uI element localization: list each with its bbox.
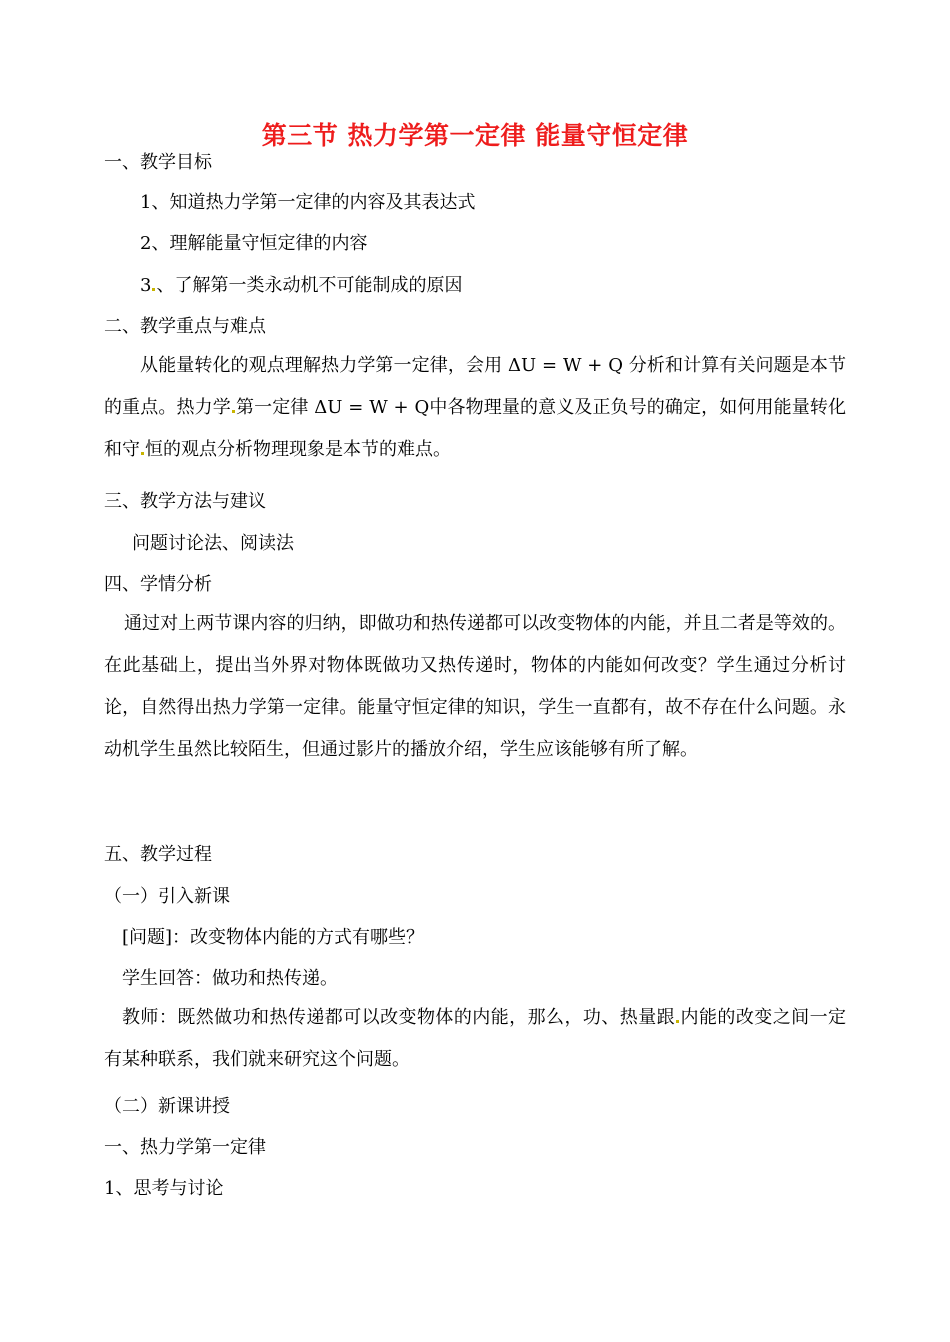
student-answer-text: 学生回答：做功和热传递。 [122,968,338,989]
goal-item-3-text: 、了解第一类永动机不可能制成的原因 [156,275,463,296]
page-title: 第三节 热力学第一定律 能量守恒定律 [261,121,689,150]
part-heading-first-law: 一、热力学第一定律 [104,1137,266,1158]
subsection-heading-new-lesson: （二）新课讲授 [104,1096,230,1117]
question-text: [问题]：改变物体内能的方式有哪些？ [122,927,425,948]
section-heading-teaching-process: 五、教学过程 [104,844,212,865]
key-points-text-b: 第一定律 ΔU = W + Q中各物理量的意义及正负号的确定，如何用能量转化和守 [104,397,846,460]
key-points-text-c: 恒的观点分析物理现象是本节的难点。 [145,439,451,460]
goal-item-1: 1、知道热力学第一定律的内容及其表达式 [140,192,476,213]
highlight-mark [141,452,144,455]
teacher-text-b: 内能的改变之间一定有某种联系，我们就来研究这个问题。 [104,1007,847,1070]
highlight-mark [232,410,235,413]
highlight-mark [676,1020,679,1023]
student-analysis-paragraph: 通过对上两节课内容的归纳，即做功和热传递都可以改变物体的内能，并且二者是等效的。在此基础上，提出当外界对物体既做功又热传递时，物体的内能如何改变？学生通过分析讨论，自然得出热力学第一定律。能量守恒定律的知识，学生一直都有，故不存在什么问题。永动机学生虽然比较陌生，但通过影片的播放介绍，学生应该能够有所了解。 [104,613,846,760]
methods-text: 问题讨论法、阅读法 [132,533,294,554]
section-heading-teaching-goals: 一、教学目标 [104,152,212,173]
section-heading-methods: 三、教学方法与建议 [104,491,266,512]
subsection-heading-intro: （一）引入新课 [104,886,230,907]
goal-item-2: 2、理解能量守恒定律的内容 [140,233,368,254]
section-heading-key-points: 二、教学重点与难点 [104,316,266,337]
goal-item-3 [140,273,462,299]
key-points-text-a: 从能量转化的观点理解热力学第一定律，会用 ΔU = W + Q 分析和计算有关问题是本节的重点。热力学 [104,355,846,418]
key-points-paragraph [104,345,846,471]
teacher-text-a: 教师：既然做功和热传递都可以改变物体的内能，那么，功、热量跟 [122,1007,676,1028]
section-heading-student-analysis: 四、学情分析 [104,574,212,595]
teacher-paragraph [104,997,846,1081]
highlight-mark [152,288,155,291]
goal-item-3-number: 3 [140,275,152,296]
part-item-think-discuss: 1、思考与讨论 [104,1178,224,1199]
